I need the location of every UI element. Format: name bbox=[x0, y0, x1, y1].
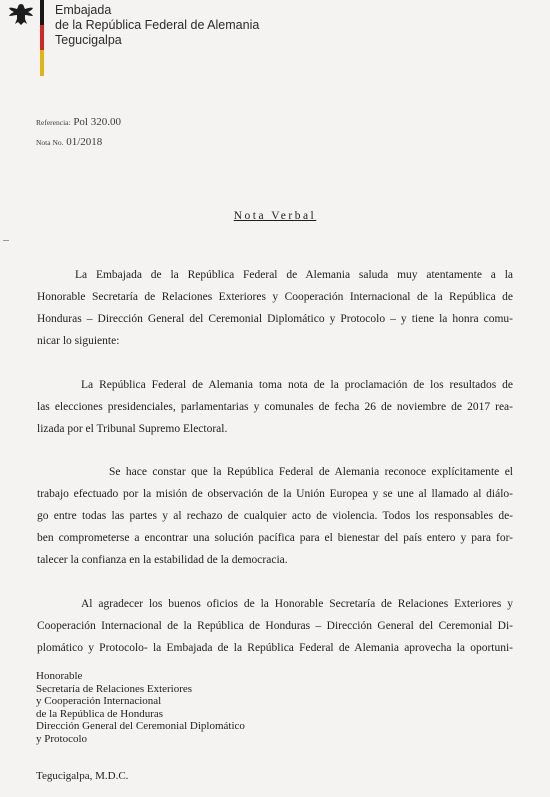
paragraph-line: Al agradecer los buenos oficios de la Honorable Secretaría de Relaciones Exteriores y bbox=[81, 598, 513, 610]
flag-stripe bbox=[40, 0, 44, 76]
paragraph-line: Se hace constar que la República Federal de Alemania reconoce explícitamente el bbox=[109, 466, 513, 478]
federal-eagle-icon bbox=[8, 2, 34, 26]
note-number-label: Nota No. bbox=[36, 138, 64, 147]
paragraph-line: La Embajada de la República Federal de Alemania saluda muy atentamente a la bbox=[75, 269, 513, 281]
flag-stripe-black bbox=[40, 0, 44, 25]
document-title-text: Nota Verbal bbox=[233, 210, 317, 222]
paragraph-line: go entre todas las partes y al rechazo de cualquier acto de violencia. Todos los responsables de- bbox=[37, 510, 513, 522]
paragraph-line: plomático y Protocolo- la Embajada de la República Federal de Alemania aprovecha la oportuni- bbox=[37, 642, 513, 654]
addressee-line: Dirección General del Ceremonial Diplomático bbox=[36, 720, 245, 732]
addressee-line: Honorable bbox=[36, 670, 83, 682]
flag-stripe-gold bbox=[40, 50, 44, 76]
addressee-line: y Protocolo bbox=[36, 732, 88, 745]
reference-line bbox=[36, 116, 121, 128]
letterhead-line: Embajada bbox=[55, 3, 112, 17]
note-number-line bbox=[36, 136, 102, 148]
paragraph-line: lizada por el Tribunal Supremo Electoral. bbox=[37, 423, 228, 435]
note-number-value: 01/2018 bbox=[66, 136, 103, 148]
addressee-line: y Cooperación Internacional bbox=[36, 695, 162, 707]
addressee-line: de la República de Honduras bbox=[36, 707, 164, 720]
document-title bbox=[0, 210, 550, 222]
addressee-block bbox=[36, 670, 245, 745]
letterhead bbox=[55, 3, 259, 48]
paragraph-line: Honduras – Dirección General del Ceremonial Diplomático y Protocolo – y tiene la honra comu- bbox=[37, 313, 513, 325]
reference-label: Referencia: bbox=[36, 118, 71, 127]
paragraph-line: Honorable Secretaría de Relaciones Exteriores y Cooperación Internacional de la República de bbox=[37, 291, 513, 303]
addressee-line: Secretaría de Relaciones Exteriores bbox=[36, 682, 193, 695]
paragraph-line: nicar lo siguiente: bbox=[37, 335, 120, 347]
flag-stripe-red bbox=[40, 25, 44, 50]
paragraph-line: Cooperación Internacional de la República de Honduras – Dirección General del Ceremonial Di- bbox=[37, 620, 513, 632]
letterhead-line: Tegucigalpa bbox=[55, 33, 122, 47]
reference-value: Pol 320.00 bbox=[73, 116, 121, 128]
paragraph-line: talecer la confianza en la estabilidad de la democracia. bbox=[37, 554, 288, 566]
letterhead-line: de la República Federal de Alemania bbox=[55, 18, 260, 32]
paragraph-line: trabajo efectuado por la misión de observación de la Unión Europea y se une al llamado al diálo- bbox=[37, 488, 513, 500]
city-line: Tegucigalpa, M.D.C. bbox=[36, 770, 129, 782]
paragraph-line: ben comprometerse a encontrar una solución pacífica para el bienestar del país entero y para for- bbox=[37, 532, 513, 544]
paragraph-line: La República Federal de Alemania toma nota de la proclamación de los resultados de bbox=[81, 379, 513, 391]
scan-mark bbox=[3, 240, 9, 241]
paragraph-line: las elecciones presidenciales, parlamentarias y comunales de fecha 26 de noviembre de 2017 rea- bbox=[37, 401, 513, 413]
